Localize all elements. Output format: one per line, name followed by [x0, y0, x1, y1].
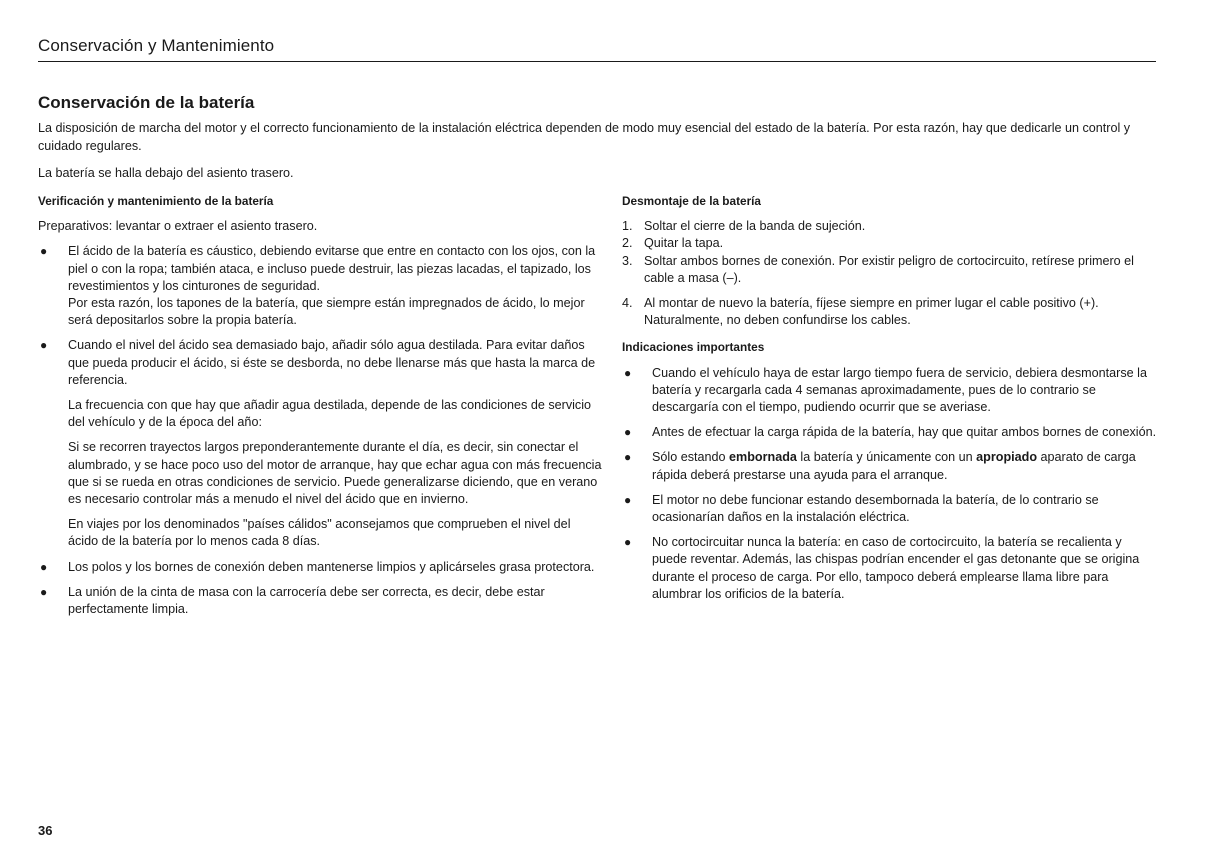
- text-fragment: la batería y únicamente con un: [796, 450, 977, 465]
- page-header-title: Conservación y Mantenimiento: [38, 36, 275, 55]
- intro-paragraph: La disposición de marcha del motor y el correcto funcionamiento de la instalación eléctrica dependen de modo muy esencial del estado de la batería. Por esta razón, hay que dedicarle un control y cuidado regulares.: [38, 121, 1131, 153]
- step-item: [622, 235, 1160, 252]
- text-fragment: aparato de carga rápida deberá prestarse una ayuda para el arranque.: [652, 450, 1136, 482]
- bullet-icon: ●: [40, 584, 48, 599]
- step-text: Al montar de nuevo la batería, fíjese siempre en primer lugar el cable positivo (+). Naturalmente, no deben confundirse los cables.: [644, 296, 1099, 328]
- intro-text: [38, 119, 1158, 191]
- maintenance-heading: Verificación y mantenimiento de la batería: [38, 194, 274, 208]
- important-notes-heading: Indicaciones importantes: [622, 340, 765, 355]
- list-item: [38, 337, 603, 550]
- page-number: 36: [38, 823, 53, 838]
- bullet-icon: ●: [624, 535, 632, 550]
- list-item-text: Por esta razón, los tapones de la batería, que siempre están impregnados de ácido, lo mejor será depositarlos sobre la propia batería.: [68, 296, 585, 328]
- list-item: [38, 243, 603, 329]
- list-item: [622, 424, 1160, 441]
- preparation-text: Preparativos: levantar o extraer el asiento trasero.: [38, 219, 318, 234]
- list-item-text: Antes de efectuar la carga rápida de la batería, hay que quitar ambos bornes de conexión.: [652, 425, 1157, 440]
- step-text: Soltar el cierre de la banda de sujeción.: [644, 219, 866, 234]
- list-item-text: No cortocircuitar nunca la batería: en caso de cortocircuito, la batería se recalienta y puede reventar. Además, las chispas podrían encender el gas detonante que se origina durante el proceso de carga. Por ello, tampoco deberá emplearse llama libre para alumbrar los orificios de la batería.: [652, 535, 1140, 601]
- list-item-text: Cuando el vehículo haya de estar largo tiempo fuera de servicio, debiera desmontarse la batería y recargarla cada 4 semanas aproximadamente, pues de lo contrario se descargaría con el tiempo, pudiendo ocurrir que se averiase.: [652, 365, 1147, 415]
- list-item-text: La frecuencia con que hay que añadir agua destilada, depende de las condiciones de servicio del vehículo y de la época del año:: [68, 398, 592, 430]
- header-divider: [38, 61, 1156, 62]
- maintenance-list: [38, 243, 603, 618]
- list-item: [622, 365, 1160, 417]
- bullet-icon: ●: [624, 492, 632, 507]
- step-number: 2.: [622, 236, 633, 251]
- list-item-text: La unión de la cinta de masa con la carrocería debe ser correcta, es decir, debe estar perfectamente limpia.: [68, 584, 545, 617]
- emphasis-text: apropiado: [976, 450, 1038, 465]
- bullet-icon: ●: [624, 365, 632, 380]
- list-item-text: El ácido de la batería es cáustico, debiendo evitarse que entre en contacto con los ojos, con la piel o con la ropa; también ataca, e incluso puede destruir, las piezas lacadas, el tapizado, los revestimientos y los cinturones de seguridad.: [68, 244, 596, 293]
- section-title: Conservación de la batería: [38, 93, 255, 112]
- bullet-icon: ●: [624, 425, 632, 440]
- step-item: [622, 295, 1160, 329]
- list-item-text: El motor no debe funcionar estando desembornada la batería, de lo contrario se ocasionarían daños en la instalación eléctrica.: [652, 492, 1099, 525]
- list-item-text: En viajes por los denominados "países cálidos" aconsejamos que comprueben el nivel del ácido de la batería por lo menos cada 8 días.: [68, 517, 571, 549]
- bullet-icon: ●: [624, 450, 632, 465]
- list-item: [622, 449, 1160, 483]
- list-item-text: Si se recorren trayectos largos preponderantemente durante el día, es decir, sin conectar el alumbrado, y se hace poco uso del motor de arranque, hay que echar agua con más frecuencia que si se rueda en otras condiciones de servicio. Puede generalizarse diciendo, que en verano es necesario controlar más a menudo el nivel del ácido que en invierno.: [68, 440, 602, 507]
- list-item: [622, 534, 1160, 603]
- intro-paragraph: La batería se halla debajo del asiento trasero.: [38, 166, 294, 180]
- step-text: Quitar la tapa.: [644, 236, 724, 251]
- list-item-text: Los polos y los bornes de conexión deben mantenerse limpios y aplicárseles grasa protectora.: [68, 559, 595, 574]
- step-item: [622, 253, 1160, 287]
- step-text: Soltar ambos bornes de conexión. Por existir peligro de cortocircuito, retírese primero el cable a masa (–).: [644, 253, 1134, 285]
- list-item: [38, 559, 603, 576]
- bullet-icon: ●: [40, 559, 48, 574]
- step-item: [622, 218, 1160, 235]
- emphasis-text: embornada: [729, 450, 797, 465]
- important-notes-list: [622, 365, 1160, 603]
- removal-heading: Desmontaje de la batería: [622, 194, 761, 208]
- text-fragment: Sólo estando: [652, 450, 730, 465]
- bullet-icon: ●: [40, 244, 48, 259]
- step-number: 4.: [622, 296, 633, 311]
- removal-steps: [622, 218, 1160, 329]
- list-item: [622, 492, 1160, 526]
- list-item-text: [652, 449, 1160, 483]
- step-number: 3.: [622, 253, 633, 268]
- step-number: 1.: [622, 219, 633, 234]
- right-column: [622, 193, 1160, 611]
- list-item: [38, 584, 603, 618]
- bullet-icon: ●: [40, 338, 48, 353]
- list-item-text: Cuando el nivel del ácido sea demasiado bajo, añadir sólo agua destilada. Para evitar daños que pueda producir el ácido, si éste se desborda, no debe llenarse más que hasta la marca de referencia.: [68, 338, 596, 387]
- left-column: [38, 193, 603, 626]
